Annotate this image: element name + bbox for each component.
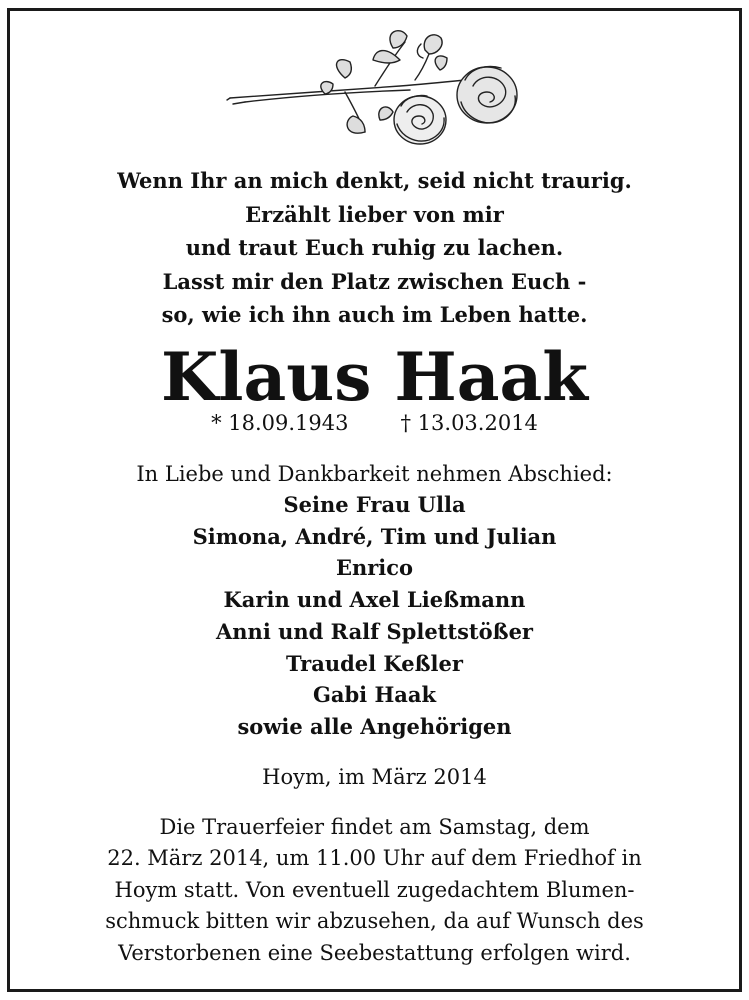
service-info <box>0 812 749 969</box>
birth-date: * 18.09.1943 <box>211 411 349 435</box>
service-line: schmuck bitten wir abzusehen, da auf Wunsch des <box>105 909 644 934</box>
mourner: Karin und Axel Ließmann <box>223 587 526 613</box>
poem <box>0 164 749 332</box>
place-date: Hoym, im März 2014 <box>262 765 487 789</box>
mourner: Simona, André, Tim und Julian <box>192 523 557 549</box>
poem-line: und traut Euch ruhig zu lachen. <box>185 235 564 260</box>
mourner: Traudel Keßler <box>286 650 463 676</box>
deceased-name: Klaus Haak <box>161 338 588 416</box>
mourners-list <box>0 489 749 743</box>
mourner: Anni und Ralf Splettstößer <box>215 618 533 644</box>
roses-illustration <box>225 20 525 155</box>
mourner: Gabi Haak <box>312 682 437 708</box>
death-date: † 13.03.2014 <box>400 411 538 435</box>
mourner: Enrico <box>335 555 414 581</box>
mourner: sowie alle Angehörigen <box>237 713 512 739</box>
service-line: Die Trauerfeier findet am Samstag, dem <box>159 815 590 839</box>
life-dates <box>0 409 749 437</box>
service-line: 22. März 2014, um 11.00 Uhr auf dem Friedhof in <box>107 846 642 871</box>
service-line: Hoym statt. Von eventuell zugedachtem Blumen- <box>114 877 635 902</box>
poem-line: so, wie ich ihn auch im Leben hatte. <box>161 302 588 327</box>
poem-line: Lasst mir den Platz zwischen Euch - <box>162 268 587 294</box>
mourners-intro: In Liebe und Dankbarkeit nehmen Abschied: <box>136 462 613 486</box>
service-line: Verstorbenen eine Seebestattung erfolgen wird. <box>118 940 631 965</box>
poem-line: Erzählt lieber von mir <box>245 201 504 227</box>
mourner: Seine Frau Ulla <box>283 492 466 517</box>
poem-line: Wenn Ihr an mich denkt, seid nicht traurig. <box>117 168 632 193</box>
